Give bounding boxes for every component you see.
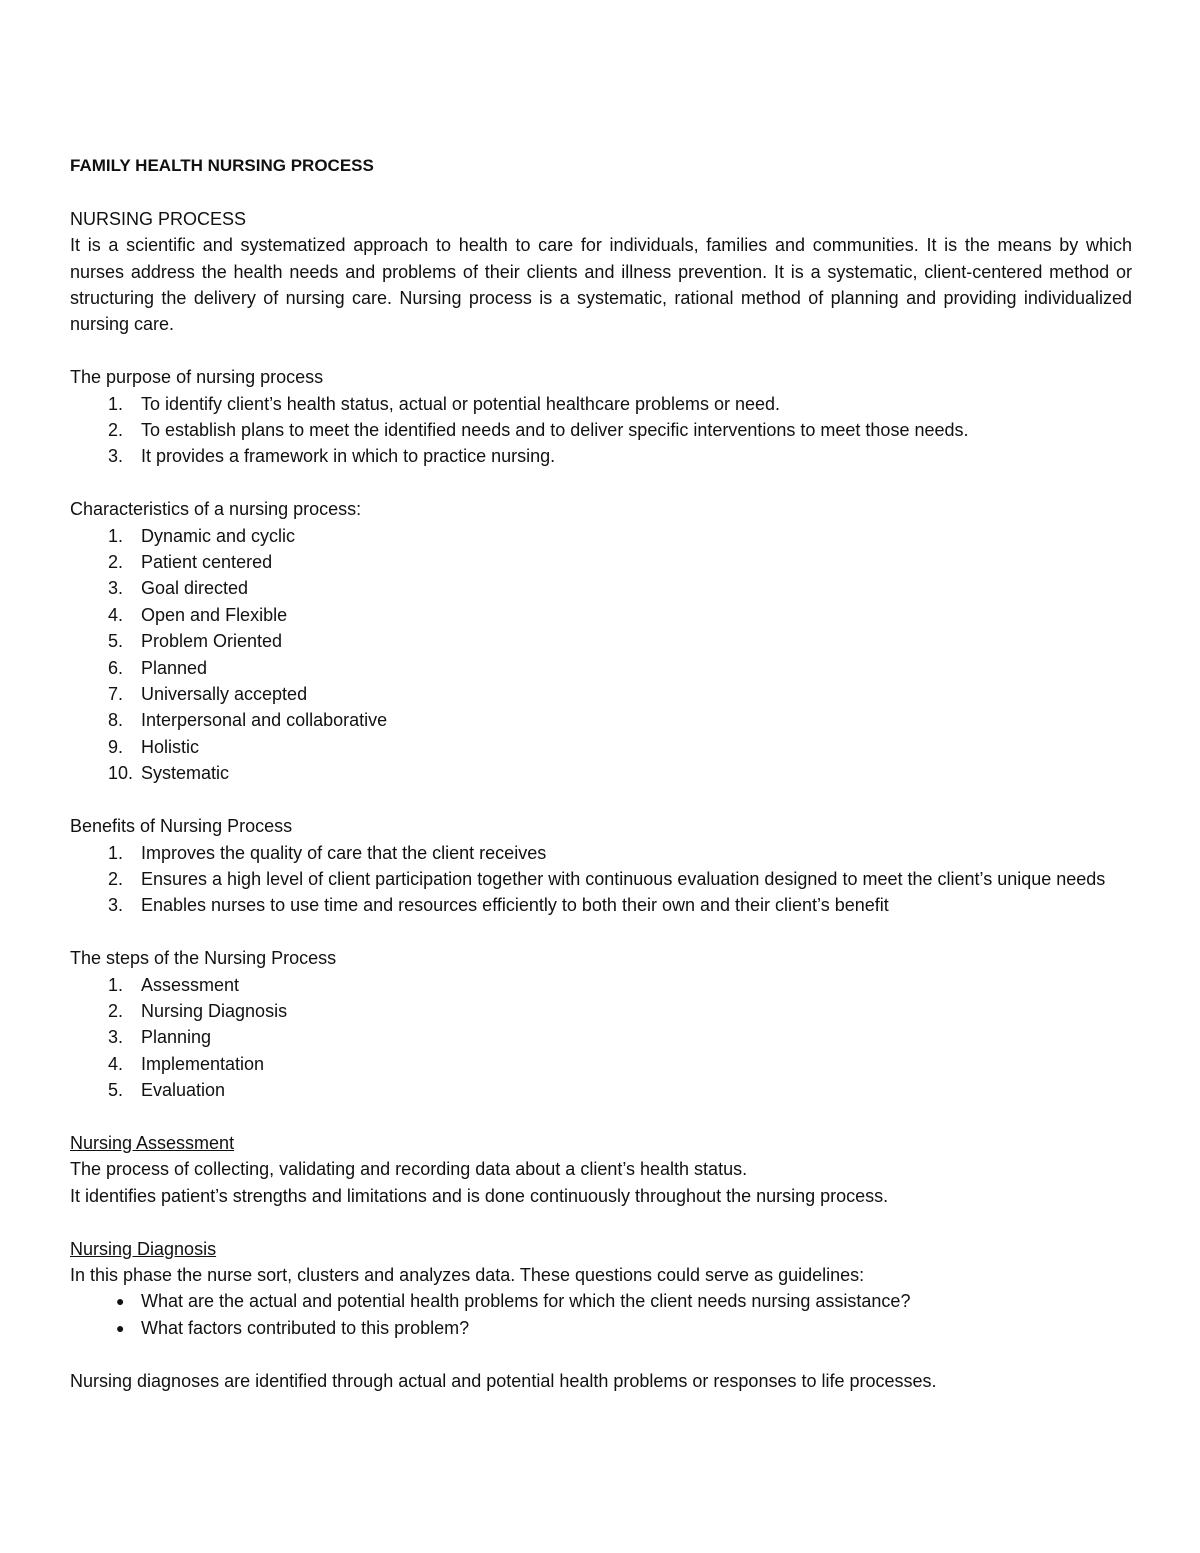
list-number: 3.	[108, 895, 124, 916]
list-number: 3.	[108, 578, 124, 599]
list-number: 10.	[108, 763, 134, 784]
list-item	[70, 866, 1132, 892]
list-number: 1.	[108, 974, 124, 995]
list-item	[70, 972, 1132, 998]
characteristics-heading: Characteristics of a nursing process:	[70, 499, 362, 520]
list-item	[70, 417, 1132, 443]
spacer	[70, 1341, 1132, 1367]
list-item	[70, 998, 1132, 1024]
spacer	[70, 787, 1132, 813]
list-item	[70, 840, 1132, 866]
list-text: Holistic	[141, 736, 200, 757]
list-item	[70, 734, 1132, 760]
list-item	[70, 602, 1132, 628]
list-text: Interpersonal and collaborative	[141, 710, 388, 731]
list-item	[70, 443, 1132, 469]
list-text: To establish plans to meet the identified needs and to deliver specific interventions to meet those needs.	[141, 420, 969, 441]
diagnosis-heading: Nursing Diagnosis	[70, 1238, 217, 1259]
spacer	[70, 470, 1132, 496]
bullet-text: What are the actual and potential health problems for which the client needs nursing assistance?	[141, 1291, 911, 1312]
spacer	[70, 919, 1132, 945]
list-item	[70, 760, 1132, 786]
benefits-heading: Benefits of Nursing Process	[70, 816, 293, 837]
list-number: 9.	[108, 736, 124, 757]
diagnosis-closing: Nursing diagnoses are identified through actual and potential health problems or responses to life processes.	[70, 1370, 937, 1391]
spacer	[70, 1104, 1132, 1130]
list-text: To identify client’s health status, actual or potential healthcare problems or need.	[141, 393, 781, 414]
list-item	[70, 681, 1132, 707]
list-number: 8.	[108, 710, 124, 731]
list-text: Systematic	[141, 763, 230, 784]
bullet-item	[70, 1288, 1132, 1314]
purpose-heading: The purpose of nursing process	[70, 367, 324, 388]
list-number: 1.	[108, 525, 124, 546]
list-number: 5.	[108, 631, 124, 652]
list-text: Planned	[141, 657, 208, 678]
list-text: Enables nurses to use time and resources efficiently to both their own and their client’s benefit	[141, 895, 889, 916]
nursing-process-paragraph: It is a scientific and systematized approach to health to care for individuals, families and communities. It is the means by which nurses address the health needs and problems of their clients and illness prevention. It is a systematic, client-centered method or structuring the delivery of nursing care. Nursing process is a systematic, rational method of planning and providing individualized nursing care.	[70, 235, 1132, 335]
list-text: Open and Flexible	[141, 604, 288, 625]
list-text: It provides a framework in which to practice nursing.	[141, 446, 556, 467]
spacer	[70, 179, 1132, 205]
diagnosis-bullet-list	[70, 1288, 1132, 1341]
assessment-line-1: The process of collecting, validating and recording data about a client’s health status.	[70, 1159, 748, 1180]
assessment-line-2: It identifies patient’s strengths and limitations and is done continuously throughout the nursing process.	[70, 1185, 889, 1206]
characteristics-list	[70, 523, 1132, 787]
list-number: 1.	[108, 393, 124, 414]
list-text: Evaluation	[141, 1080, 226, 1101]
bullet-icon: ●	[116, 1293, 125, 1310]
list-item	[70, 1051, 1132, 1077]
bullet-icon: ●	[116, 1319, 125, 1336]
list-number: 3.	[108, 446, 124, 467]
list-number: 2.	[108, 1000, 124, 1021]
list-text: Nursing Diagnosis	[141, 1000, 288, 1021]
list-item	[70, 575, 1132, 601]
steps-heading: The steps of the Nursing Process	[70, 948, 337, 969]
list-text: Universally accepted	[141, 684, 308, 705]
list-number: 6.	[108, 657, 124, 678]
list-item	[70, 892, 1132, 918]
document-page	[70, 153, 1132, 1394]
diagnosis-intro: In this phase the nurse sort, clusters and analyzes data. These questions could serve as guidelines:	[70, 1264, 865, 1285]
spacer	[70, 338, 1132, 364]
list-text: Planning	[141, 1027, 212, 1048]
list-text: Improves the quality of care that the client receives	[141, 842, 547, 863]
list-item	[70, 1077, 1132, 1103]
list-text: Goal directed	[141, 578, 249, 599]
list-item	[70, 707, 1132, 733]
nursing-process-heading: NURSING PROCESS	[70, 208, 247, 229]
list-number: 4.	[108, 1053, 124, 1074]
list-text: Implementation	[141, 1053, 265, 1074]
list-item	[70, 628, 1132, 654]
list-text: Patient centered	[141, 552, 273, 573]
list-number: 2.	[108, 868, 124, 889]
list-number: 1.	[108, 842, 124, 863]
bullet-item	[70, 1315, 1132, 1341]
list-item	[70, 523, 1132, 549]
list-text: Ensures a high level of client participation together with continuous evaluation designed to meet the client’s unique needs	[141, 868, 1106, 889]
purpose-list	[70, 391, 1132, 470]
list-item	[70, 549, 1132, 575]
benefits-list	[70, 840, 1132, 919]
list-item	[70, 391, 1132, 417]
list-number: 2.	[108, 420, 124, 441]
list-number: 5.	[108, 1080, 124, 1101]
list-text: Dynamic and cyclic	[141, 525, 296, 546]
list-text: Assessment	[141, 974, 240, 995]
assessment-heading: Nursing Assessment	[70, 1132, 235, 1153]
list-item	[70, 655, 1132, 681]
list-number: 3.	[108, 1027, 124, 1048]
document-title: FAMILY HEALTH NURSING PROCESS	[70, 156, 374, 175]
list-item	[70, 1024, 1132, 1050]
list-number: 2.	[108, 552, 124, 573]
steps-list	[70, 972, 1132, 1104]
spacer	[70, 1209, 1132, 1235]
list-text: Problem Oriented	[141, 631, 283, 652]
bullet-text: What factors contributed to this problem?	[141, 1317, 470, 1338]
list-number: 7.	[108, 684, 124, 705]
list-number: 4.	[108, 604, 124, 625]
